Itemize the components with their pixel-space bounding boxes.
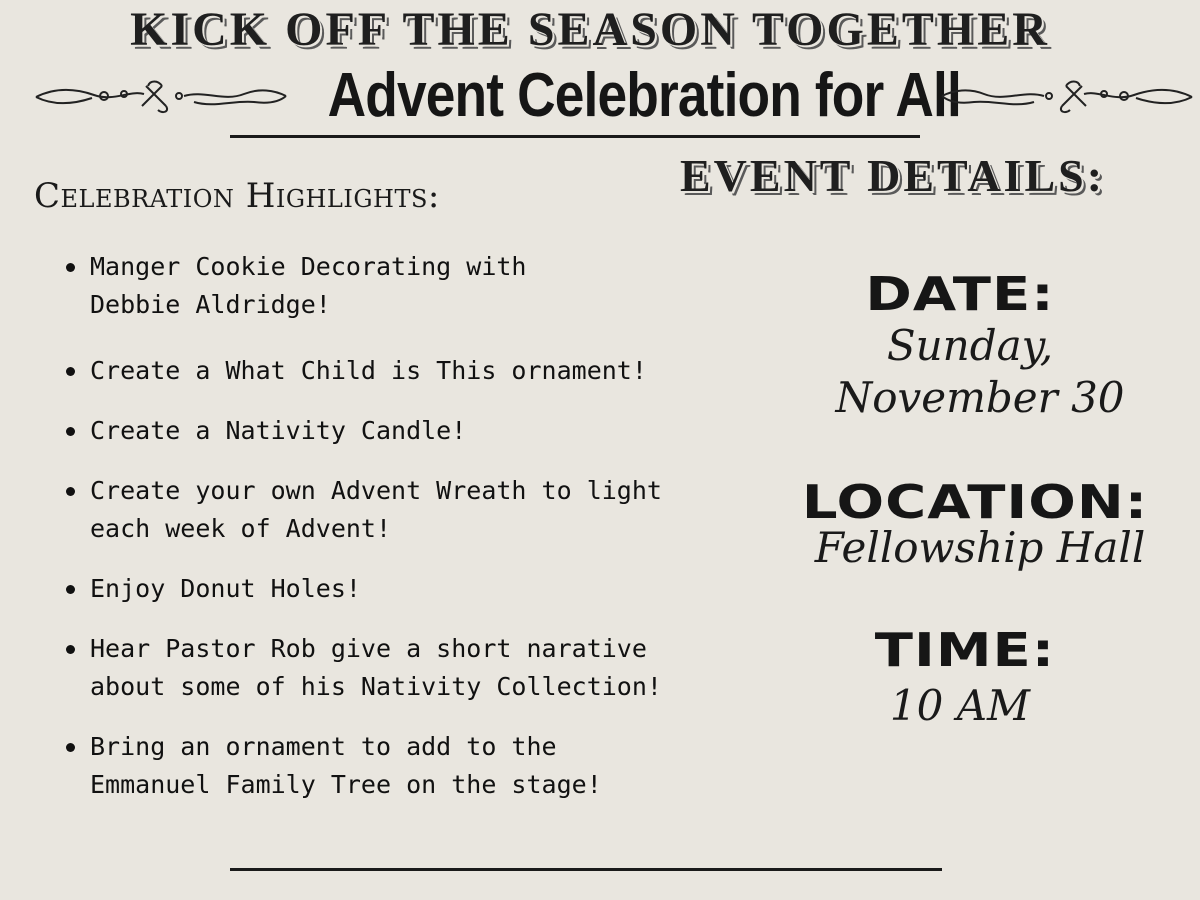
highlights-list (90, 248, 780, 804)
list-item (90, 412, 780, 450)
bullet-icon (66, 645, 75, 654)
list-item (90, 472, 780, 548)
bullet-icon (66, 585, 75, 594)
list-item (90, 630, 780, 706)
candy-cane-flourish-icon (940, 80, 1194, 114)
time-value: 10 AM (889, 681, 1031, 730)
list-item-line: Create a Nativity Candle! (90, 416, 467, 445)
event-title: Advent Celebration for All (327, 61, 961, 130)
list-item (90, 352, 780, 390)
event-details-heading: EVENT DETAILS: (680, 150, 1106, 201)
list-item-line: each week of Advent! (90, 514, 392, 543)
date-value-line2: November 30 (835, 373, 1125, 422)
list-item (90, 728, 780, 804)
time-label: TIME: (874, 623, 1056, 678)
date-label: DATE: (865, 267, 1055, 322)
list-item-line: Manger Cookie Decorating with (90, 252, 527, 281)
candy-cane-flourish-icon (34, 80, 288, 114)
bullet-icon (66, 743, 75, 752)
list-item-line: Create a What Child is This ornament! (90, 356, 647, 385)
location-label: LOCATION: (801, 475, 1149, 530)
list-item-line: Enjoy Donut Holes! (90, 574, 361, 603)
list-item-line: Debbie Aldridge! (90, 290, 331, 319)
list-item (90, 570, 780, 608)
list-item-line: Hear Pastor Rob give a short narative (90, 634, 647, 663)
location-value: Fellowship Hall (814, 523, 1146, 572)
list-item-line: Emmanuel Family Tree on the stage! (90, 770, 602, 799)
bullet-icon (66, 263, 75, 272)
bullet-icon (66, 367, 75, 376)
list-item-line: Bring an ornament to add to the (90, 732, 557, 761)
bullet-icon (66, 427, 75, 436)
kicker-heading: KICK OFF THE SEASON TOGETHER (130, 3, 1050, 56)
list-item (90, 248, 780, 324)
list-item-line: about some of his Nativity Collection! (90, 672, 662, 701)
list-item-line: Create your own Advent Wreath to light (90, 476, 662, 505)
bottom-divider (230, 868, 942, 871)
highlights-heading: Celebration Highlights: (34, 176, 440, 216)
date-value-line1: Sunday, (886, 321, 1054, 370)
top-divider (230, 135, 920, 138)
bullet-icon (66, 487, 75, 496)
